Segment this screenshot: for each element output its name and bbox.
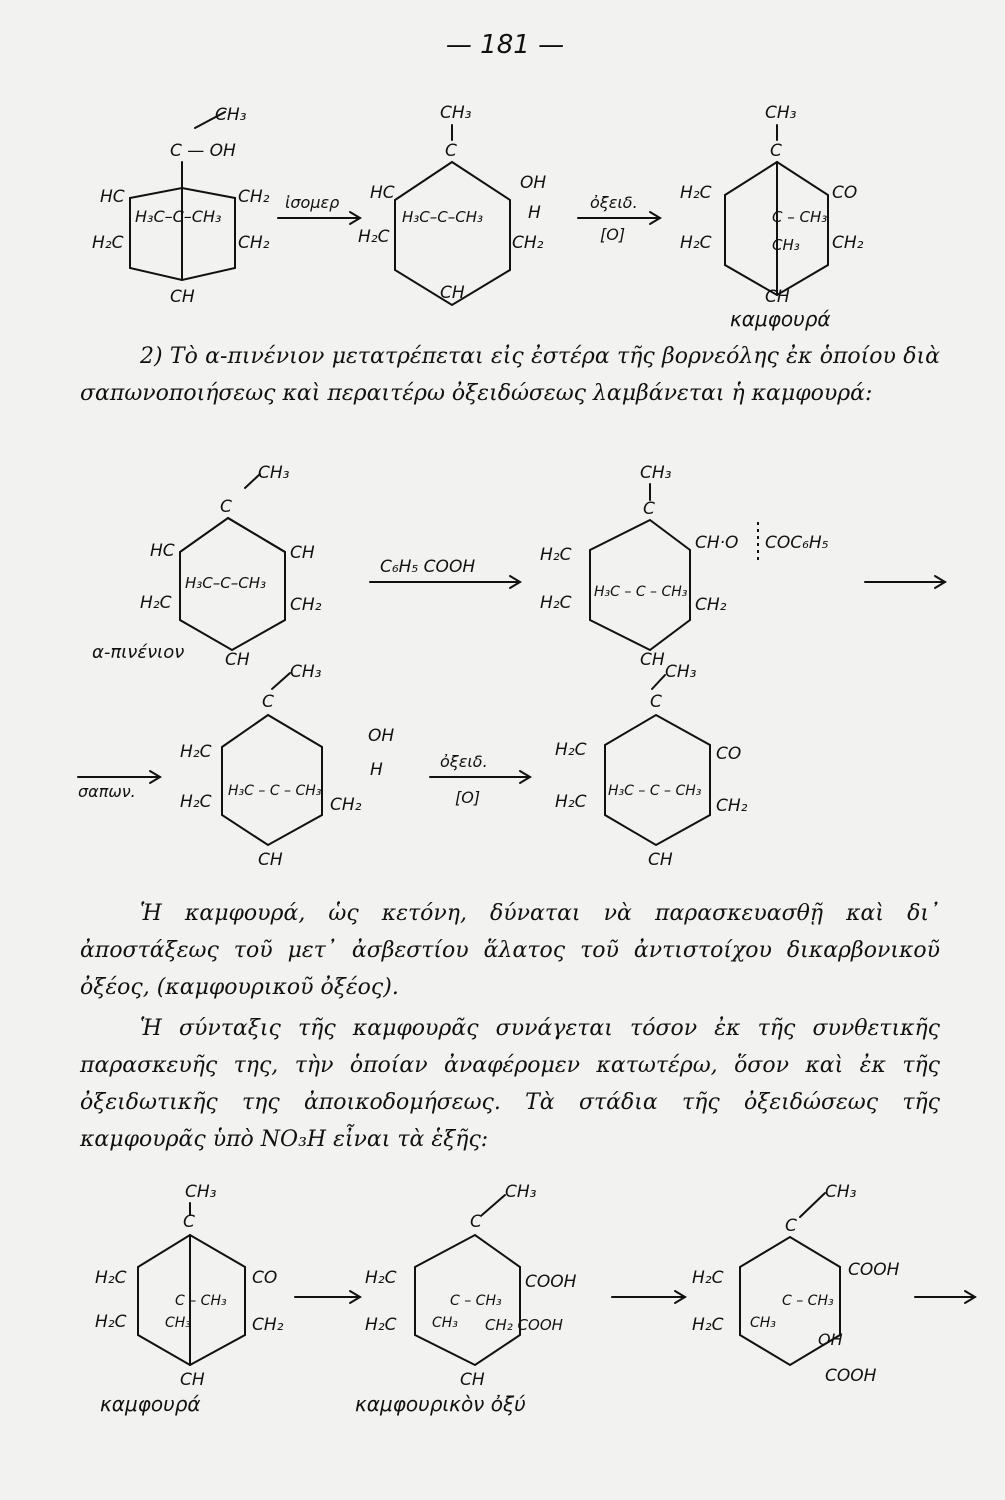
atom-label: H₂C [92, 233, 124, 253]
atom-label: CH [648, 850, 673, 870]
compound-label: καμφουρικὸν ὀξύ [355, 1392, 526, 1416]
atom-label: OH [520, 173, 547, 193]
atom-label: CH₃ [290, 662, 322, 682]
atom-label: CH₃ [640, 463, 672, 483]
atom-label: CH [460, 1370, 485, 1390]
atom-label: CH₂ [695, 595, 727, 615]
atom-label: CH₃ [165, 1315, 191, 1331]
atom-label: C [785, 1216, 797, 1236]
arrow-step-2 [612, 1291, 685, 1303]
arrow-step-1 [295, 1291, 360, 1303]
molecule-bornyl-benzoate [540, 463, 829, 670]
arrow-label: ὀξειδ. [590, 193, 638, 212]
atom-label: C [470, 1212, 482, 1232]
atom-label: CH₃ [258, 463, 290, 483]
atom-label: CH₂ [716, 796, 748, 816]
atom-label: H₃C–C–CH₃ [135, 207, 222, 226]
atom-label: H₂C [180, 742, 212, 762]
atom-label: H₂C [680, 183, 712, 203]
atom-label: COC₆H₅ [765, 533, 829, 553]
atom-label: H₂C [95, 1268, 127, 1288]
arrow-label: ὀξειδ. [440, 752, 488, 771]
atom-label: HC [370, 183, 395, 203]
arrow-saponification [78, 771, 160, 801]
molecule-hydroxy-acid [692, 1182, 900, 1386]
atom-label: CH [640, 650, 665, 670]
molecule-alpha-pinene [92, 463, 322, 670]
atom-label: CH₃ [432, 1315, 458, 1331]
atom-label: C – CH₃ [450, 1293, 502, 1309]
atom-label: CH [440, 283, 465, 303]
atom-label: HC [100, 187, 125, 207]
atom-label: H₃C–C–CH₃ [185, 574, 267, 592]
atom-label: CH₂ [238, 233, 270, 253]
atom-label: CH [258, 850, 283, 870]
atom-label: CH [170, 287, 195, 307]
atom-label: CO [716, 744, 742, 764]
atom-label: CH₂ COOH [485, 1316, 563, 1334]
atom-label: CH₃ [665, 662, 697, 682]
atom-label: CH₂ [512, 233, 544, 253]
atom-label: C [445, 141, 457, 161]
atom-label: H [528, 203, 541, 223]
atom-label: C [650, 692, 662, 712]
atom-label: H₂C [540, 593, 572, 613]
paragraph-pinene: 2) Τὸ α-πινένιον μετατρέπεται εἰς ἐστέρα τῆς βορνεόλης ἐκ ὁποίου διὰ σαπωνοποιήσεως καὶ περαιτέρω ὀξειδώσεως λαμβάνεται ἡ καμφουρά: [80, 344, 940, 406]
atom-label: CH [290, 543, 315, 563]
scheme-oxidation-steps [0, 1175, 1005, 1415]
atom-label: H₃C – C – CH₃ [594, 584, 688, 600]
atom-label: OH [368, 726, 395, 746]
atom-label: COOH [525, 1272, 577, 1292]
arrow-label: [O] [600, 225, 626, 244]
scheme-esterification [0, 460, 1005, 680]
atom-label: H₂C [692, 1268, 724, 1288]
arrow-step-3 [915, 1291, 975, 1303]
atom-label: CH₃ [825, 1182, 857, 1202]
molecule-borneol [358, 103, 546, 305]
atom-label: H₂C [540, 545, 572, 565]
atom-label: CH₃ [765, 103, 797, 123]
atom-label: CH₃ [185, 1182, 217, 1202]
reagent-label: C₆H₅ COOH [380, 557, 476, 577]
arrow-oxidation-2 [430, 752, 530, 807]
atom-label: CH·O [695, 533, 739, 553]
atom-label: C — OH [170, 141, 236, 161]
atom-label: C – CH₃ [175, 1293, 227, 1309]
atom-label: H₃C – C – CH₃ [608, 783, 702, 799]
atom-label: CH₂ [832, 233, 864, 253]
atom-label: OH [818, 1330, 843, 1349]
atom-label: CH [180, 1370, 205, 1390]
atom-label: H₂C [365, 1315, 397, 1335]
atom-label: H₂C [365, 1268, 397, 1288]
atom-label: C – CH₃ [772, 208, 828, 226]
molecule-camphoric-acid [355, 1182, 577, 1416]
atom-label: CH₂ [238, 187, 270, 207]
arrow-oxidation [578, 193, 660, 244]
atom-label: C – CH₃ [782, 1293, 834, 1309]
atom-label: H₂C [180, 792, 212, 812]
paragraph-camphor-ketone: Ἡ καμφουρά, ὡς κετόνη, δύναται νὰ παρασκευασθῇ καὶ δι᾽ ἀποστάξεως τοῦ μετ᾽ ἀσβεστίου ἅλατος τοῦ ἀντιστοίχου δικαρβονικοῦ ὀξέος, (καμφουρικοῦ ὀξέος). [80, 901, 940, 1000]
atom-label: CH₃ [772, 236, 800, 254]
arrow-continue [865, 576, 945, 588]
atom-label: CH₃ [750, 1315, 776, 1331]
molecule-camphor-2 [555, 662, 748, 870]
atom-label: CO [832, 183, 858, 203]
atom-label: CH₃ [440, 103, 472, 123]
atom-label: H₂C [555, 740, 587, 760]
molecule-pinene-hydrate [92, 105, 270, 307]
arrow-label: σαπων. [78, 782, 136, 801]
scheme-saponification [0, 662, 1005, 880]
atom-label: H [370, 760, 383, 780]
atom-label: COOH [825, 1366, 877, 1386]
atom-label: H₂C [95, 1312, 127, 1332]
molecule-borneol-2 [180, 662, 394, 870]
arrow-isomerization [278, 193, 360, 224]
atom-label: CH₂ [252, 1315, 284, 1335]
atom-label: C [770, 141, 782, 161]
molecule-camphor-3 [95, 1182, 284, 1416]
atom-label: H₂C [692, 1315, 724, 1335]
arrow-label: ἰσομερ [285, 193, 340, 212]
compound-label: καμφουρά [730, 307, 831, 331]
atom-label: CH₃ [215, 105, 247, 125]
atom-label: H₂C [680, 233, 712, 253]
paragraph-camphor-structure: Ἡ σύνταξις τῆς καμφουρᾶς συνάγεται τόσον ἐκ τῆς συνθετικῆς παρασκευῆς της, τὴν ὁποίαν ἀναφέρομεν κατωτέρω, ὅσον καὶ ἐκ τῆς ὀξειδωτικῆς της ἀποικοδομήσεως. Τὰ στάδια τῆς ὀξειδώσεως τῆς καμφουρᾶς ὑπὸ NO₃H εἶναι τὰ ἑξῆς: [80, 1016, 940, 1152]
atom-label: C [262, 692, 274, 712]
atom-label: CH₃ [505, 1182, 537, 1202]
scheme-isomerization [0, 90, 1005, 330]
molecule-camphor [680, 103, 864, 331]
atom-label: H₂C [140, 593, 172, 613]
atom-label: CH₂ [330, 795, 362, 815]
atom-label: CH [225, 650, 250, 670]
atom-label: HC [150, 541, 175, 561]
atom-label: C [183, 1212, 195, 1232]
atom-label: C [220, 497, 232, 517]
atom-label: H₃C–C–CH₃ [402, 208, 484, 226]
atom-label: H₂C [358, 227, 390, 247]
atom-label: CH₂ [290, 595, 322, 615]
compound-label: καμφουρά [100, 1392, 201, 1416]
atom-label: CH [765, 287, 790, 307]
atom-label: CO [252, 1268, 278, 1288]
arrow-benzoic-acid [370, 557, 520, 588]
compound-label: α-πινένιον [92, 642, 185, 663]
arrow-label: [O] [455, 788, 481, 807]
page-number: — 181 — [445, 30, 565, 60]
atom-label: H₃C – C – CH₃ [228, 783, 322, 799]
atom-label: COOH [848, 1260, 900, 1280]
atom-label: H₂C [555, 792, 587, 812]
atom-label: C [643, 499, 655, 519]
